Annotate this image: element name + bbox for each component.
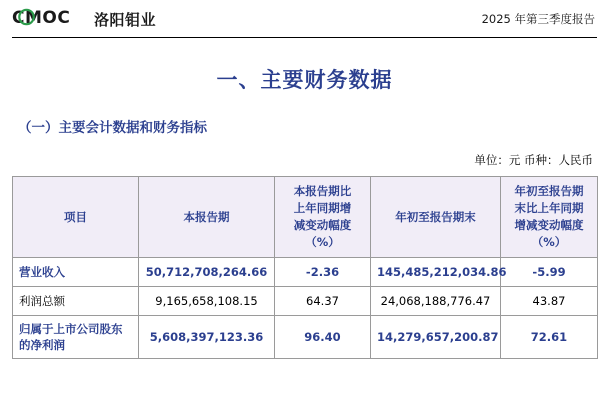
subsection-heading: （一）主要会计数据和财务指标 (18, 120, 207, 136)
cell-revenue-ytd-change: -5.99 (501, 258, 598, 287)
financial-table (12, 176, 598, 359)
cell-total-profit-current: 9,165,658,108.15 (139, 287, 275, 316)
cmoc-logo-icon (12, 7, 90, 32)
company-name-cn: 洛阳钼业 (94, 10, 157, 29)
table-row (13, 287, 598, 316)
page-header (0, 0, 609, 38)
row-label-net-profit: 归属于上市公司股东的净利润 (13, 316, 139, 359)
row-label-revenue: 营业收入 (13, 258, 139, 287)
cell-revenue-current: 50,712,708,264.66 (139, 258, 275, 287)
cell-net-profit-current-change: 96.40 (275, 316, 371, 359)
table-header-row (13, 177, 598, 258)
svg-text:CMOC: CMOC (12, 7, 71, 27)
row-label-total-profit: 利润总额 (13, 287, 139, 316)
column-header-current-period: 本报告期 (139, 177, 275, 258)
company-logo (12, 7, 156, 32)
header-divider (12, 37, 597, 38)
cell-net-profit-ytd: 14,279,657,200.87 (371, 316, 501, 359)
cell-net-profit-ytd-change: 72.61 (501, 316, 598, 359)
column-header-current-change: 本报告期比 上年同期增 减变动幅度 （%） (275, 177, 371, 258)
cell-net-profit-current: 5,608,397,123.36 (139, 316, 275, 359)
cell-revenue-current-change: -2.36 (275, 258, 371, 287)
unit-currency-note: 单位：元 币种：人民币 (474, 153, 593, 167)
table-row (13, 316, 598, 359)
column-header-item: 项目 (13, 177, 139, 258)
cell-revenue-ytd: 145,485,212,034.86 (371, 258, 501, 287)
report-period-label: 2025 年第三季度报告 (481, 12, 595, 26)
column-header-ytd-change: 年初至报告期 末比上年同期 增减变动幅度 （%） (501, 177, 598, 258)
column-header-ytd: 年初至报告期末 (371, 177, 501, 258)
cell-total-profit-current-change: 64.37 (275, 287, 371, 316)
cell-total-profit-ytd: 24,068,188,776.47 (371, 287, 501, 316)
financial-table-container (12, 176, 597, 359)
section-heading: 一、主要财务数据 (216, 68, 393, 92)
cell-total-profit-ytd-change: 43.87 (501, 287, 598, 316)
table-row (13, 258, 598, 287)
